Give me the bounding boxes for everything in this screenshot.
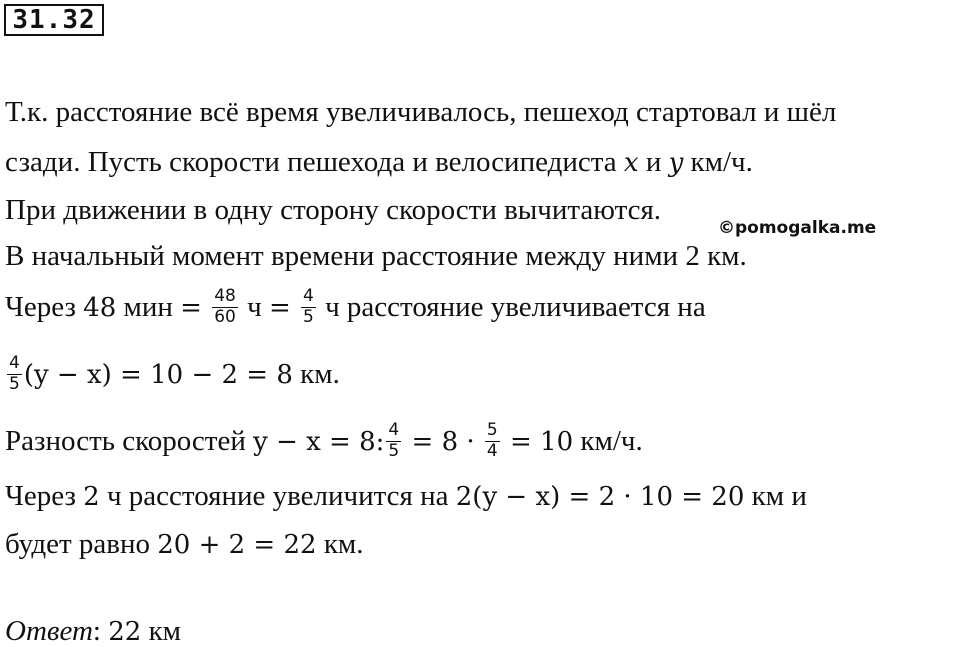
- text-line-5: [5, 286, 706, 329]
- text-line-8: [5, 482, 807, 511]
- answer-value: 22: [108, 617, 142, 647]
- line-5-hour-unit: ч: [239, 291, 269, 323]
- line-7-expression-1: y − x = 8:: [253, 427, 385, 457]
- fraction-denominator: 5: [9, 373, 20, 394]
- line-7-expression-3: = 10: [501, 427, 574, 457]
- line-7-text: Разность скоростей: [5, 425, 254, 457]
- line-5-equals-2: =: [268, 293, 299, 323]
- text-line-1: [5, 98, 836, 127]
- line-7-unit: км/ч.: [573, 425, 643, 457]
- line-5-equals-1: =: [180, 293, 211, 323]
- fraction-48-60: [212, 288, 238, 327]
- text-line-6: [5, 353, 340, 396]
- line-8-text-b: ч расстояние увеличится на: [99, 480, 456, 512]
- line-9-expression: 20 + 2 = 22: [157, 530, 317, 560]
- line-5-text-rest: ч расстояние увеличивается на: [317, 291, 706, 323]
- text-line-2: [5, 148, 753, 177]
- answer-line: [5, 617, 181, 646]
- line-5-text-a: Через: [5, 291, 84, 323]
- answer-label: Ответ: [5, 615, 93, 647]
- fraction-numerator: 4: [388, 420, 400, 440]
- watermark: ©pomogalka.me: [718, 218, 877, 238]
- answer-unit: км: [141, 615, 182, 647]
- var-y: y: [668, 148, 684, 178]
- line-5-min-unit: мин: [116, 291, 181, 323]
- fraction-4-5: [301, 288, 316, 327]
- problem-number-box: [4, 4, 104, 36]
- line-9-text-b: км.: [316, 528, 364, 560]
- line-4-text: В начальный момент времени расстояние между ними 2 км.: [5, 240, 747, 272]
- fraction-5-4: [485, 422, 500, 461]
- var-x: x: [623, 148, 639, 178]
- line-8-hours-value: 2: [83, 482, 100, 512]
- text-line-3: [5, 196, 661, 225]
- fraction-denominator: 60: [214, 306, 236, 327]
- line-8-text-c: км и: [744, 480, 807, 512]
- line-2-and: и: [638, 146, 669, 178]
- line-1-text: Т.к. расстояние всё время увеличивалось, пешеход стартовал и шёл: [5, 96, 837, 128]
- line-9-text-a: будет равно: [5, 528, 158, 560]
- answer-colon: :: [92, 615, 109, 647]
- fraction-numerator: 4: [9, 353, 20, 373]
- fraction-numerator: 5: [486, 420, 498, 440]
- fraction-denominator: 5: [388, 440, 400, 461]
- fraction-numerator: 4: [303, 286, 314, 306]
- line-8-text-a: Через: [5, 480, 84, 512]
- line-7-expression-2: = 8 ·: [403, 427, 483, 457]
- fraction-denominator: 4: [486, 440, 498, 461]
- fraction-4-5-divisor: [386, 422, 401, 461]
- fraction-4-5-coefficient: [7, 355, 22, 394]
- line-6-expression: (y − x) = 10 − 2 = 8: [23, 360, 293, 390]
- line-3-text: При движении в одну сторону скорости вычитаются.: [5, 194, 662, 226]
- line-6-unit: км.: [292, 358, 340, 390]
- problem-number: 31.32: [12, 5, 96, 35]
- fraction-denominator: 5: [303, 306, 314, 327]
- line-5-minutes-value: 48: [83, 293, 117, 323]
- text-line-9: [5, 530, 364, 559]
- line-2-unit: км/ч.: [683, 146, 753, 178]
- text-line-4: [5, 242, 747, 271]
- line-2-text: сзади. Пусть скорости пешехода и велосипедиста: [5, 146, 624, 178]
- text-line-7: [5, 420, 643, 463]
- fraction-numerator: 48: [214, 286, 236, 306]
- line-8-expression: 2(y − x) = 2 · 10 = 20: [455, 482, 745, 512]
